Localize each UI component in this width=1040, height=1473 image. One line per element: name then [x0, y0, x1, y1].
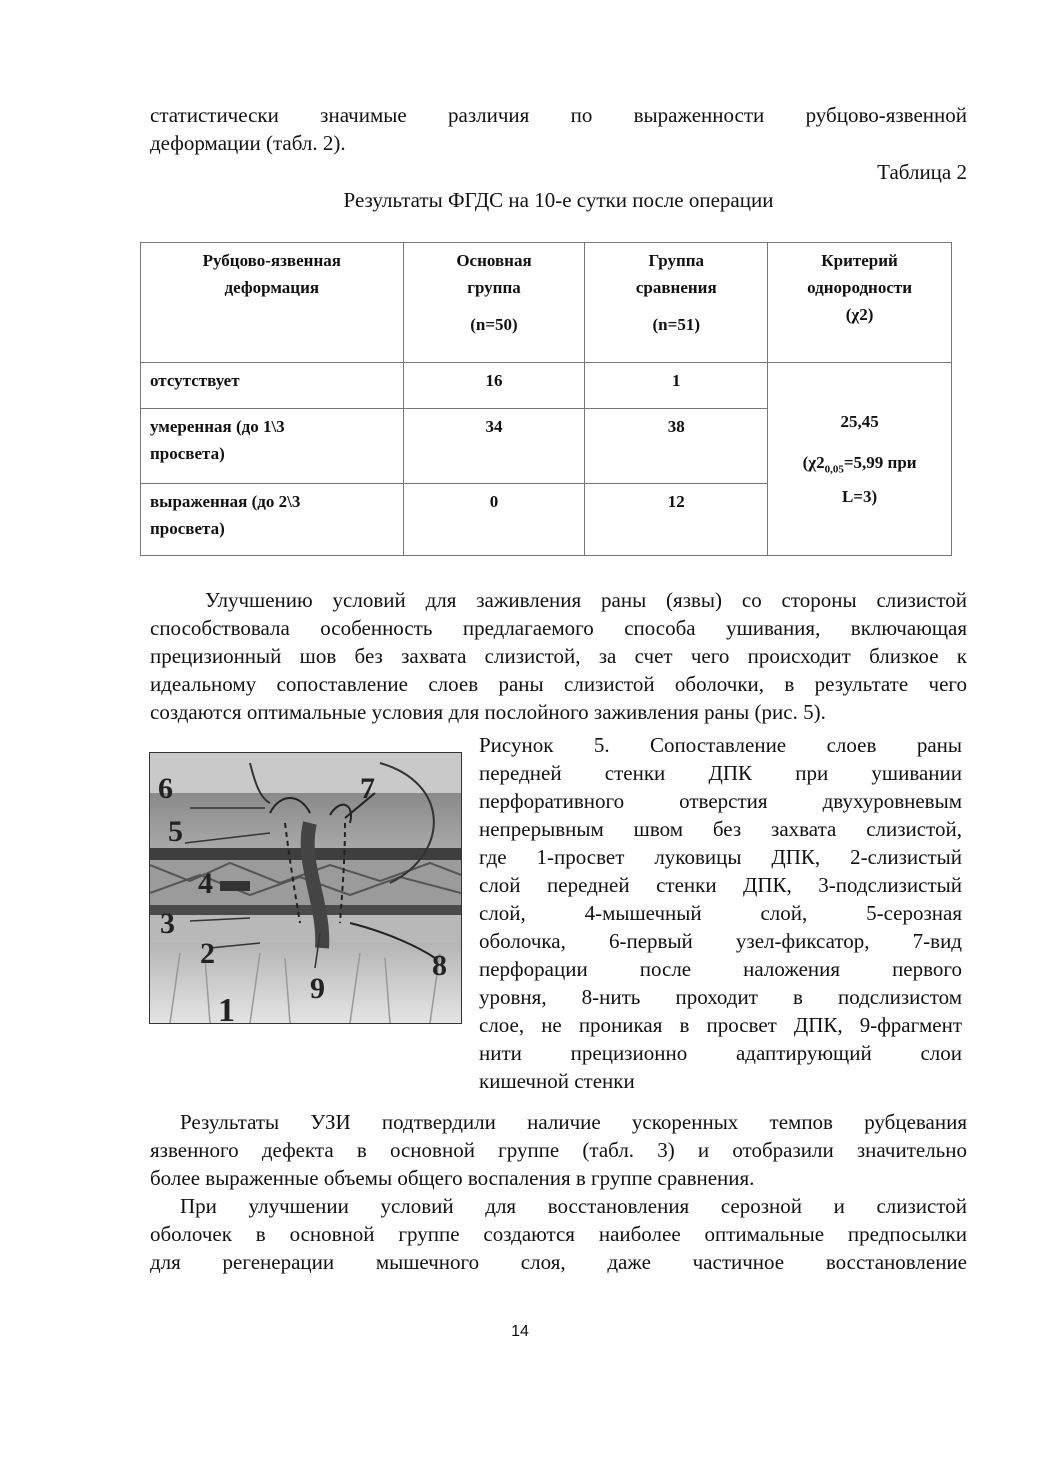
caption-line: оболочка, 6-первый узел-фиксатор, 7-вид: [479, 929, 962, 953]
criterion-condition: ($\chi 2_{0,05}=5,99$ при: [802, 452, 917, 476]
text-line: прецизионный шов без захвата слизистой, за счет чего происходит близкое к: [150, 644, 967, 668]
caption-line: где 1-просвет луковицы ДПК, 2-слизистый: [479, 845, 962, 869]
table-row: [141, 363, 952, 409]
caption-line: уровня, 8-нить проходит в подслизистом: [479, 985, 962, 1009]
row-label: отсутствует: [141, 363, 404, 409]
text-line: способствовала особенность предлагаемого способа ушивания, включающая: [150, 616, 967, 640]
caption-line: перфоративного отверстия двухуровневым: [479, 789, 962, 813]
criterion-l: L=3): [841, 487, 878, 507]
figure-caption: [479, 731, 962, 1095]
row-main-value: 16: [403, 363, 585, 409]
row-label: выраженная (до 2\3 просвета): [141, 484, 404, 556]
caption-line: слое, не проникая в просвет ДПК, 9-фрагмент: [479, 1013, 962, 1037]
row-compare-value: 38: [585, 409, 768, 484]
text-line: создаются оптимальные условия для послойного заживления раны (рис. 5).: [150, 700, 826, 724]
figure-label: 8: [432, 949, 447, 982]
text-line: статистически значимые различия по выраженности рубцово-язвенной: [150, 103, 967, 127]
figure-diagram-image: [149, 752, 462, 1024]
text-line: оболочек в основной группе создаются наиболее оптимальные предпосылки: [150, 1222, 967, 1246]
figure-label: 5: [168, 815, 183, 848]
text-line: идеальному сопоставление слоев раны слизистой оболочки, в результате чего: [150, 672, 967, 696]
caption-line: слой передней стенки ДПК, 3-подслизистый: [479, 873, 962, 897]
caption-line: перфорации после наложения первого: [479, 957, 962, 981]
criterion-value: 25,45: [840, 411, 879, 431]
paragraph-top: [150, 101, 967, 157]
table-caption: Результаты ФГДС на 10-е сутки после операции: [343, 188, 774, 212]
table-label: Таблица 2: [877, 160, 967, 184]
page-number: 14: [511, 1323, 529, 1340]
row-compare-value: 12: [585, 484, 768, 556]
text-line: для регенерации мышечного слоя, даже частичное восстановление: [150, 1250, 967, 1274]
caption-line: Рисунок 5. Сопоставление слоев раны: [479, 733, 962, 757]
figure-label: 2: [200, 937, 215, 970]
header-main-group: Основная группа (n=50): [403, 243, 585, 363]
row-main-value: 0: [403, 484, 585, 556]
header-comparison-group: Группа сравнения (n=51): [585, 243, 768, 363]
figure-label: 6: [158, 772, 173, 805]
row-compare-value: 1: [585, 363, 768, 409]
text-line: деформации (табл. 2).: [150, 131, 346, 155]
caption-line: передней стенки ДПК при ушивании: [479, 761, 962, 785]
results-table: [140, 242, 952, 556]
figure-label: 9: [310, 972, 325, 1005]
row-label: умеренная (до 1\3 просвета): [141, 409, 404, 484]
caption-line: непрерывным швом без захвата слизистой,: [479, 817, 962, 841]
criterion-cell: [768, 363, 952, 556]
paragraph-healing: [150, 586, 967, 726]
caption-line: кишечной стенки: [479, 1069, 635, 1093]
caption-line: слой, 4-мышечный слой, 5-серозная: [479, 901, 962, 925]
paragraph-regeneration: [150, 1192, 967, 1276]
header-criterion: Критерий однородности (χ2): [768, 243, 952, 363]
figure-label: 1: [218, 992, 235, 1024]
header-deformation: Рубцово-язвенная деформация: [141, 243, 404, 363]
text-line: более выраженные объемы общего воспаления в группе сравнения.: [150, 1166, 755, 1190]
caption-line: нити прецизионно адаптирующий слои: [479, 1041, 962, 1065]
text-line: Улучшению условий для заживления раны (язвы) со стороны слизистой: [205, 588, 967, 612]
figure-label: 7: [360, 772, 375, 805]
text-line: Результаты УЗИ подтвердили наличие ускоренных темпов рубцевания: [180, 1110, 967, 1134]
paragraph-uzi: [150, 1108, 967, 1192]
text-line: При улучшении условий для восстановления серозной и слизистой: [180, 1194, 967, 1218]
figure-label: 3: [160, 907, 175, 940]
figure-label: 4: [198, 867, 213, 900]
table-header-row: [141, 243, 952, 363]
row-main-value: 34: [403, 409, 585, 484]
text-line: язвенного дефекта в основной группе (табл. 3) и отобразили значительно: [150, 1138, 967, 1162]
